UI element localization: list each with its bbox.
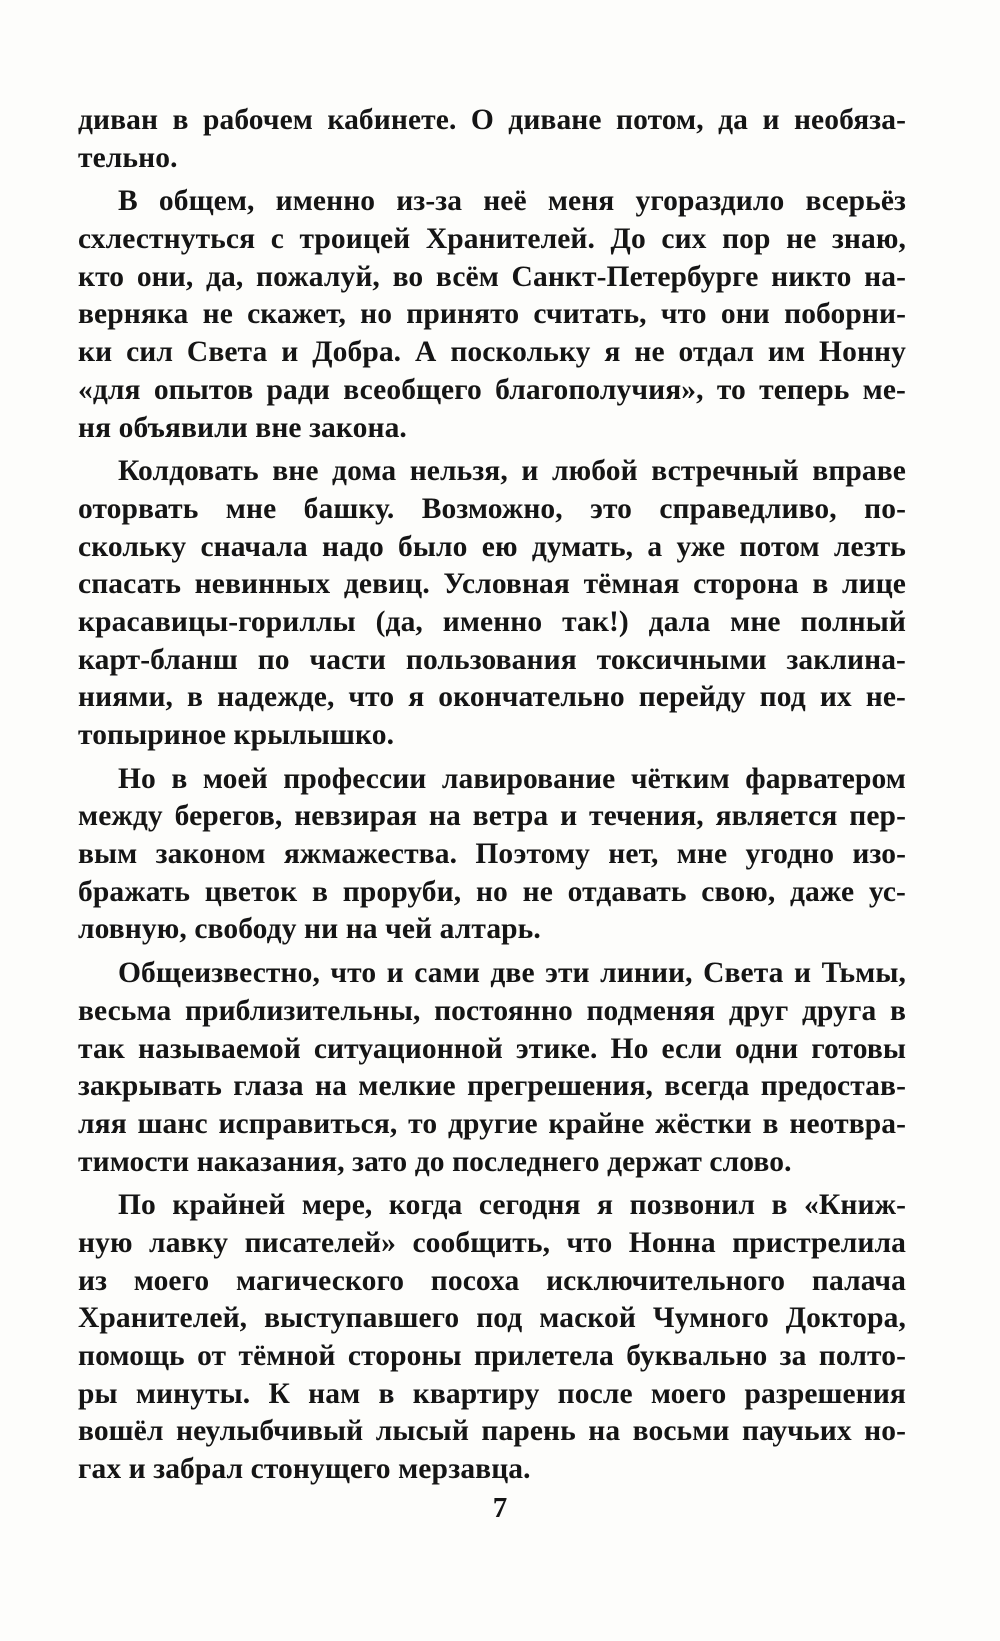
text-line: спасать невинных девиц. Условная тёмная сторона в лице — [78, 568, 906, 601]
text-line: верняка не скажет, но принято считать, что они поборни- — [78, 298, 906, 331]
text-line: Колдовать вне дома нельзя, и любой встречный вправе — [118, 455, 906, 488]
text-line: так называемой ситуационной этике. Но если одни готовы — [78, 1032, 906, 1065]
text-line: ры минуты. К нам в квартиру после моего разрешения — [78, 1377, 906, 1410]
paragraph — [78, 102, 906, 177]
text-line: схлестнуться с троицей Хранителей. До сих пор не знаю, — [78, 223, 906, 256]
text-line: скольку сначала надо было ею думать, а уже потом лезть — [78, 530, 906, 563]
page-number: 7 — [492, 1492, 508, 1524]
text-line: весьма приблизительны, постоянно подменяя друг друга в — [78, 994, 906, 1027]
text-line: из моего магического посоха исключительного палача — [78, 1264, 906, 1297]
text-line: оторвать мне башку. Возможно, это справедливо, по- — [78, 492, 906, 525]
text-line: гах и забрал стонущего мерзавца. — [78, 1453, 531, 1486]
page-body-text — [78, 102, 906, 1495]
text-line: ня объявили вне закона. — [78, 411, 407, 444]
text-line: Хранителей, выступавшего под маской Чумного Доктора, — [78, 1302, 906, 1335]
text-line: карт-бланш по части пользования токсичными заклина- — [78, 643, 906, 676]
text-line: По крайней мере, когда сегодня я позвонил в «Книж- — [118, 1189, 906, 1222]
text-line: вошёл неулыбчивый лысый парень на восьми паучьих но- — [78, 1415, 906, 1448]
text-line: кто они, да, пожалуй, во всём Санкт-Петербурге никто на- — [78, 260, 906, 293]
text-line: помощь от тёмной стороны прилетела буквально за полто- — [78, 1340, 906, 1372]
text-line: ляя шанс исправиться, то другие крайне жёстки в неотвра- — [78, 1107, 906, 1140]
text-line: диван в рабочем кабинете. О диване потом, да и необяза- — [78, 104, 906, 136]
paragraph — [78, 453, 906, 755]
paragraph — [78, 1187, 906, 1489]
paragraph — [78, 183, 906, 447]
text-line: Общеизвестно, что и сами две эти линии, Света и Тьмы, — [118, 957, 906, 990]
text-line: В общем, именно из-за неё меня угораздило всерьёз — [118, 185, 906, 218]
text-line: топыриное крылышко. — [78, 719, 395, 751]
text-line: ловную, свободу ни на чей алтарь. — [78, 913, 541, 946]
text-line: вым законом яжмажества. Поэтому нет, мне угодно изо- — [78, 838, 906, 871]
text-line: красавицы-гориллы (да, именно так!) дала мне полный — [78, 605, 906, 638]
text-line: тимости наказания, зато до последнего держат слово. — [78, 1145, 792, 1178]
paragraph — [78, 761, 906, 949]
text-line: «для опытов ради всеобщего благополучия», то теперь ме- — [78, 373, 906, 406]
text-line: между берегов, невзирая на ветра и течения, является пер- — [78, 800, 906, 833]
text-line: тельно. — [78, 141, 178, 174]
text-line: бражать цветок в проруби, но не отдавать свою, даже ус- — [78, 875, 906, 908]
paragraph — [78, 955, 906, 1181]
text-line: закрывать глаза на мелкие прегрешения, всегда предостав- — [78, 1070, 906, 1103]
text-line: ниями, в надежде, что я окончательно перейду под их не- — [78, 681, 906, 714]
text-line: ную лавку писателей» сообщить, что Нонна пристрелила — [78, 1226, 906, 1259]
text-line: Но в моей профессии лавирование чётким фарватером — [118, 762, 906, 795]
text-line: ки сил Света и Добра. А поскольку я не отдал им Нонну — [78, 336, 906, 369]
